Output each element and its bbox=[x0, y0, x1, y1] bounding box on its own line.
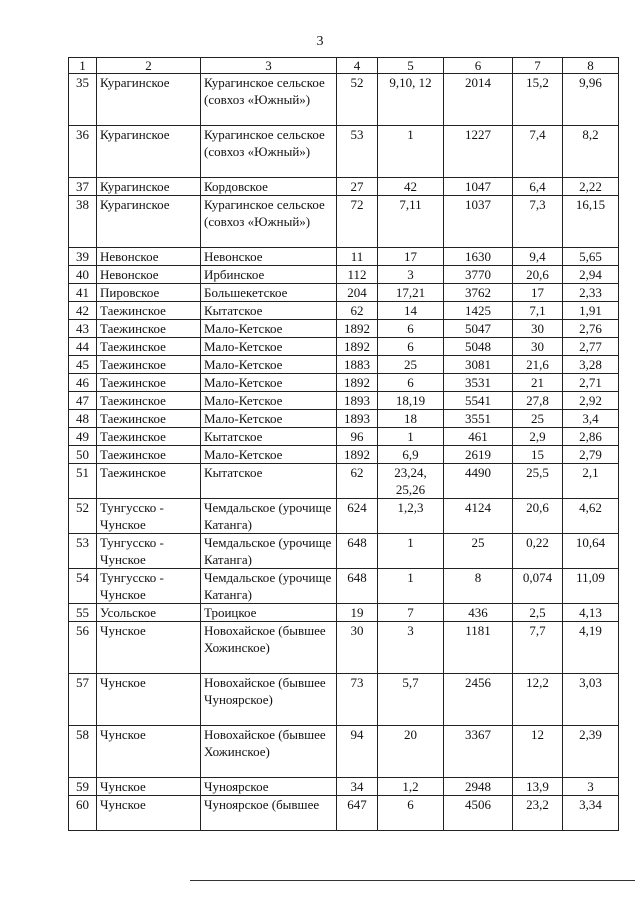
column-5-cell: 6,9 bbox=[378, 446, 444, 464]
column-8-cell: 1,91 bbox=[563, 302, 619, 320]
column-5-cell: 6 bbox=[378, 320, 444, 338]
row-number: 45 bbox=[69, 356, 97, 374]
column-6-cell: 4490 bbox=[444, 464, 513, 499]
column-5-cell: 9,10, 12 bbox=[378, 74, 444, 126]
district-cell: Курагинское bbox=[97, 196, 201, 248]
column-6-cell: 1047 bbox=[444, 178, 513, 196]
column-5-cell: 7,11 bbox=[378, 196, 444, 248]
column-4-cell: 1893 bbox=[337, 392, 378, 410]
column-7-cell: 7,1 bbox=[513, 302, 563, 320]
column-5-cell: 14 bbox=[378, 302, 444, 320]
column-header: 3 bbox=[201, 58, 337, 74]
bottom-rule bbox=[190, 880, 635, 881]
column-7-cell: 25 bbox=[513, 410, 563, 428]
column-7-cell: 20,6 bbox=[513, 266, 563, 284]
district-cell: Таежинское bbox=[97, 374, 201, 392]
column-8-cell: 2,79 bbox=[563, 446, 619, 464]
table-row bbox=[69, 302, 619, 320]
row-number: 37 bbox=[69, 178, 97, 196]
column-4-cell: 62 bbox=[337, 464, 378, 499]
column-8-cell: 4,13 bbox=[563, 604, 619, 622]
settlement-cell: Новохайское (бывшее Чуноярское) bbox=[201, 674, 337, 726]
column-5-cell: 1 bbox=[378, 534, 444, 569]
column-4-cell: 204 bbox=[337, 284, 378, 302]
table-body bbox=[69, 74, 619, 831]
column-6-cell: 2619 bbox=[444, 446, 513, 464]
column-5-cell: 25 bbox=[378, 356, 444, 374]
column-7-cell: 7,3 bbox=[513, 196, 563, 248]
settlement-cell: Мало-Кетское bbox=[201, 356, 337, 374]
table-row bbox=[69, 196, 619, 248]
column-6-cell: 1630 bbox=[444, 248, 513, 266]
table-row bbox=[69, 248, 619, 266]
column-4-cell: 112 bbox=[337, 266, 378, 284]
row-number: 52 bbox=[69, 499, 97, 534]
settlement-cell: Невонское bbox=[201, 248, 337, 266]
district-cell: Таежинское bbox=[97, 392, 201, 410]
settlement-cell: Новохайское (бывшее Хожинское) bbox=[201, 726, 337, 778]
table-row bbox=[69, 178, 619, 196]
column-8-cell: 3 bbox=[563, 778, 619, 796]
row-number: 50 bbox=[69, 446, 97, 464]
table-row bbox=[69, 534, 619, 569]
table-row bbox=[69, 320, 619, 338]
column-8-cell: 3,28 bbox=[563, 356, 619, 374]
row-number: 54 bbox=[69, 569, 97, 604]
district-cell: Курагинское bbox=[97, 126, 201, 178]
column-5-cell: 18 bbox=[378, 410, 444, 428]
row-number: 42 bbox=[69, 302, 97, 320]
table-row bbox=[69, 499, 619, 534]
table-row bbox=[69, 604, 619, 622]
column-5-cell: 17 bbox=[378, 248, 444, 266]
district-cell: Невонское bbox=[97, 266, 201, 284]
column-header: 8 bbox=[563, 58, 619, 74]
settlement-cell: Кытатское bbox=[201, 464, 337, 499]
column-7-cell: 0,22 bbox=[513, 534, 563, 569]
row-number: 53 bbox=[69, 534, 97, 569]
column-8-cell: 4,62 bbox=[563, 499, 619, 534]
row-number: 35 bbox=[69, 74, 97, 126]
table-row bbox=[69, 446, 619, 464]
row-number: 36 bbox=[69, 126, 97, 178]
table-row bbox=[69, 674, 619, 726]
district-cell: Таежинское bbox=[97, 446, 201, 464]
table-row bbox=[69, 284, 619, 302]
column-5-cell: 5,7 bbox=[378, 674, 444, 726]
column-8-cell: 3,4 bbox=[563, 410, 619, 428]
column-4-cell: 27 bbox=[337, 178, 378, 196]
settlement-cell: Кордовское bbox=[201, 178, 337, 196]
column-header: 2 bbox=[97, 58, 201, 74]
table-row bbox=[69, 74, 619, 126]
column-4-cell: 648 bbox=[337, 569, 378, 604]
column-8-cell: 2,22 bbox=[563, 178, 619, 196]
district-cell: Таежинское bbox=[97, 410, 201, 428]
column-4-cell: 30 bbox=[337, 622, 378, 674]
table-row bbox=[69, 374, 619, 392]
column-4-cell: 1893 bbox=[337, 410, 378, 428]
settlement-cell: Большекетское bbox=[201, 284, 337, 302]
column-6-cell: 5048 bbox=[444, 338, 513, 356]
column-6-cell: 436 bbox=[444, 604, 513, 622]
column-5-cell: 1 bbox=[378, 428, 444, 446]
district-cell: Чунское bbox=[97, 726, 201, 778]
column-8-cell: 2,77 bbox=[563, 338, 619, 356]
settlement-cell: Троицкое bbox=[201, 604, 337, 622]
table-row bbox=[69, 126, 619, 178]
column-5-cell: 3 bbox=[378, 622, 444, 674]
column-7-cell: 30 bbox=[513, 338, 563, 356]
row-number: 48 bbox=[69, 410, 97, 428]
column-8-cell: 9,96 bbox=[563, 74, 619, 126]
column-8-cell: 2,1 bbox=[563, 464, 619, 499]
district-cell: Таежинское bbox=[97, 428, 201, 446]
column-5-cell: 6 bbox=[378, 374, 444, 392]
row-number: 51 bbox=[69, 464, 97, 499]
district-cell: Таежинское bbox=[97, 338, 201, 356]
column-8-cell: 2,92 bbox=[563, 392, 619, 410]
column-8-cell: 2,86 bbox=[563, 428, 619, 446]
column-7-cell: 0,074 bbox=[513, 569, 563, 604]
row-number: 44 bbox=[69, 338, 97, 356]
column-8-cell: 16,15 bbox=[563, 196, 619, 248]
column-8-cell: 3,34 bbox=[563, 796, 619, 831]
column-4-cell: 94 bbox=[337, 726, 378, 778]
settlement-cell: Мало-Кетское bbox=[201, 374, 337, 392]
column-4-cell: 647 bbox=[337, 796, 378, 831]
column-4-cell: 62 bbox=[337, 302, 378, 320]
column-7-cell: 23,2 bbox=[513, 796, 563, 831]
settlement-cell: Мало-Кетское bbox=[201, 446, 337, 464]
column-6-cell: 3762 bbox=[444, 284, 513, 302]
settlement-cell: Мало-Кетское bbox=[201, 392, 337, 410]
column-7-cell: 15 bbox=[513, 446, 563, 464]
column-5-cell: 6 bbox=[378, 796, 444, 831]
column-6-cell: 3531 bbox=[444, 374, 513, 392]
row-number: 41 bbox=[69, 284, 97, 302]
settlement-cell: Мало-Кетское bbox=[201, 320, 337, 338]
column-6-cell: 5541 bbox=[444, 392, 513, 410]
district-cell: Таежинское bbox=[97, 464, 201, 499]
settlement-cell: Кытатское bbox=[201, 302, 337, 320]
column-7-cell: 12 bbox=[513, 726, 563, 778]
column-8-cell: 3,03 bbox=[563, 674, 619, 726]
column-7-cell: 27,8 bbox=[513, 392, 563, 410]
column-6-cell: 3551 bbox=[444, 410, 513, 428]
table-row bbox=[69, 410, 619, 428]
table-row bbox=[69, 392, 619, 410]
district-cell: Курагинское bbox=[97, 74, 201, 126]
column-8-cell: 11,09 bbox=[563, 569, 619, 604]
column-4-cell: 1883 bbox=[337, 356, 378, 374]
column-8-cell: 2,71 bbox=[563, 374, 619, 392]
column-7-cell: 21 bbox=[513, 374, 563, 392]
column-header: 5 bbox=[378, 58, 444, 74]
column-8-cell: 2,39 bbox=[563, 726, 619, 778]
column-6-cell: 2456 bbox=[444, 674, 513, 726]
column-5-cell: 23,24, 25,26 bbox=[378, 464, 444, 499]
column-6-cell: 1181 bbox=[444, 622, 513, 674]
column-7-cell: 2,9 bbox=[513, 428, 563, 446]
column-5-cell: 3 bbox=[378, 266, 444, 284]
column-header: 7 bbox=[513, 58, 563, 74]
column-4-cell: 1892 bbox=[337, 374, 378, 392]
table-row bbox=[69, 726, 619, 778]
district-cell: Невонское bbox=[97, 248, 201, 266]
column-5-cell: 7 bbox=[378, 604, 444, 622]
column-7-cell: 25,5 bbox=[513, 464, 563, 499]
settlement-cell: Курагинское сельское (совхоз «Южный») bbox=[201, 74, 337, 126]
district-cell: Тунгусско - Чунское bbox=[97, 569, 201, 604]
table-row bbox=[69, 338, 619, 356]
column-6-cell: 461 bbox=[444, 428, 513, 446]
district-cell: Чунское bbox=[97, 778, 201, 796]
column-6-cell: 8 bbox=[444, 569, 513, 604]
column-4-cell: 52 bbox=[337, 74, 378, 126]
row-number: 47 bbox=[69, 392, 97, 410]
column-5-cell: 42 bbox=[378, 178, 444, 196]
column-header: 1 bbox=[69, 58, 97, 74]
table-row bbox=[69, 569, 619, 604]
settlement-cell: Курагинское сельское (совхоз «Южный») bbox=[201, 196, 337, 248]
column-8-cell: 2,33 bbox=[563, 284, 619, 302]
column-6-cell: 4124 bbox=[444, 499, 513, 534]
row-number: 38 bbox=[69, 196, 97, 248]
settlement-cell: Чемдальское (урочище Катанга) bbox=[201, 569, 337, 604]
row-number: 57 bbox=[69, 674, 97, 726]
district-cell: Чунское bbox=[97, 622, 201, 674]
column-6-cell: 1037 bbox=[444, 196, 513, 248]
column-8-cell: 4,19 bbox=[563, 622, 619, 674]
column-4-cell: 73 bbox=[337, 674, 378, 726]
column-7-cell: 13,9 bbox=[513, 778, 563, 796]
column-5-cell: 1 bbox=[378, 126, 444, 178]
column-5-cell: 1,2,3 bbox=[378, 499, 444, 534]
column-7-cell: 17 bbox=[513, 284, 563, 302]
column-5-cell: 18,19 bbox=[378, 392, 444, 410]
column-4-cell: 34 bbox=[337, 778, 378, 796]
column-4-cell: 96 bbox=[337, 428, 378, 446]
table-row bbox=[69, 622, 619, 674]
column-6-cell: 4506 bbox=[444, 796, 513, 831]
district-cell: Пировское bbox=[97, 284, 201, 302]
column-8-cell: 2,76 bbox=[563, 320, 619, 338]
column-6-cell: 2948 bbox=[444, 778, 513, 796]
table-row bbox=[69, 464, 619, 499]
column-header: 4 bbox=[337, 58, 378, 74]
column-8-cell: 2,94 bbox=[563, 266, 619, 284]
column-4-cell: 1892 bbox=[337, 320, 378, 338]
column-7-cell: 15,2 bbox=[513, 74, 563, 126]
column-7-cell: 7,7 bbox=[513, 622, 563, 674]
column-8-cell: 10,64 bbox=[563, 534, 619, 569]
row-number: 58 bbox=[69, 726, 97, 778]
table-row bbox=[69, 796, 619, 831]
settlement-cell: Кытатское bbox=[201, 428, 337, 446]
column-6-cell: 2014 bbox=[444, 74, 513, 126]
column-6-cell: 5047 bbox=[444, 320, 513, 338]
district-cell: Чунское bbox=[97, 796, 201, 831]
column-header: 6 bbox=[444, 58, 513, 74]
column-5-cell: 6 bbox=[378, 338, 444, 356]
district-cell: Таежинское bbox=[97, 356, 201, 374]
column-5-cell: 1 bbox=[378, 569, 444, 604]
settlement-cell: Мало-Кетское bbox=[201, 410, 337, 428]
district-cell: Тунгусско - Чунское bbox=[97, 499, 201, 534]
row-number: 43 bbox=[69, 320, 97, 338]
column-4-cell: 648 bbox=[337, 534, 378, 569]
column-6-cell: 1227 bbox=[444, 126, 513, 178]
column-6-cell: 3770 bbox=[444, 266, 513, 284]
table-row bbox=[69, 428, 619, 446]
district-cell: Таежинское bbox=[97, 302, 201, 320]
row-number: 59 bbox=[69, 778, 97, 796]
data-table bbox=[68, 57, 619, 831]
row-number: 40 bbox=[69, 266, 97, 284]
column-8-cell: 5,65 bbox=[563, 248, 619, 266]
column-4-cell: 19 bbox=[337, 604, 378, 622]
district-cell: Тунгусско - Чунское bbox=[97, 534, 201, 569]
column-7-cell: 9,4 bbox=[513, 248, 563, 266]
table-row bbox=[69, 266, 619, 284]
row-number: 49 bbox=[69, 428, 97, 446]
settlement-cell: Новохайское (бывшее Хожинское) bbox=[201, 622, 337, 674]
column-8-cell: 8,2 bbox=[563, 126, 619, 178]
column-6-cell: 3367 bbox=[444, 726, 513, 778]
district-cell: Таежинское bbox=[97, 320, 201, 338]
column-5-cell: 17,21 bbox=[378, 284, 444, 302]
column-7-cell: 21,6 bbox=[513, 356, 563, 374]
settlement-cell: Чемдальское (урочище Катанга) bbox=[201, 534, 337, 569]
column-6-cell: 3081 bbox=[444, 356, 513, 374]
column-7-cell: 6,4 bbox=[513, 178, 563, 196]
column-4-cell: 53 bbox=[337, 126, 378, 178]
column-4-cell: 72 bbox=[337, 196, 378, 248]
table-row bbox=[69, 778, 619, 796]
district-cell: Усольское bbox=[97, 604, 201, 622]
column-6-cell: 25 bbox=[444, 534, 513, 569]
column-6-cell: 1425 bbox=[444, 302, 513, 320]
settlement-cell: Мало-Кетское bbox=[201, 338, 337, 356]
row-number: 56 bbox=[69, 622, 97, 674]
settlement-cell: Чуноярское (бывшее bbox=[201, 796, 337, 831]
district-cell: Курагинское bbox=[97, 178, 201, 196]
table-row bbox=[69, 356, 619, 374]
row-number: 60 bbox=[69, 796, 97, 831]
column-7-cell: 12,2 bbox=[513, 674, 563, 726]
column-4-cell: 1892 bbox=[337, 446, 378, 464]
settlement-cell: Ирбинское bbox=[201, 266, 337, 284]
table-header-row bbox=[69, 58, 619, 74]
column-4-cell: 1892 bbox=[337, 338, 378, 356]
column-4-cell: 11 bbox=[337, 248, 378, 266]
district-cell: Чунское bbox=[97, 674, 201, 726]
column-7-cell: 30 bbox=[513, 320, 563, 338]
column-7-cell: 2,5 bbox=[513, 604, 563, 622]
row-number: 39 bbox=[69, 248, 97, 266]
settlement-cell: Чуноярское bbox=[201, 778, 337, 796]
settlement-cell: Чемдальское (урочище Катанга) bbox=[201, 499, 337, 534]
column-7-cell: 20,6 bbox=[513, 499, 563, 534]
column-4-cell: 624 bbox=[337, 499, 378, 534]
page-number: 3 bbox=[316, 34, 324, 49]
column-5-cell: 1,2 bbox=[378, 778, 444, 796]
row-number: 46 bbox=[69, 374, 97, 392]
row-number: 55 bbox=[69, 604, 97, 622]
column-7-cell: 7,4 bbox=[513, 126, 563, 178]
settlement-cell: Курагинское сельское (совхоз «Южный») bbox=[201, 126, 337, 178]
column-5-cell: 20 bbox=[378, 726, 444, 778]
